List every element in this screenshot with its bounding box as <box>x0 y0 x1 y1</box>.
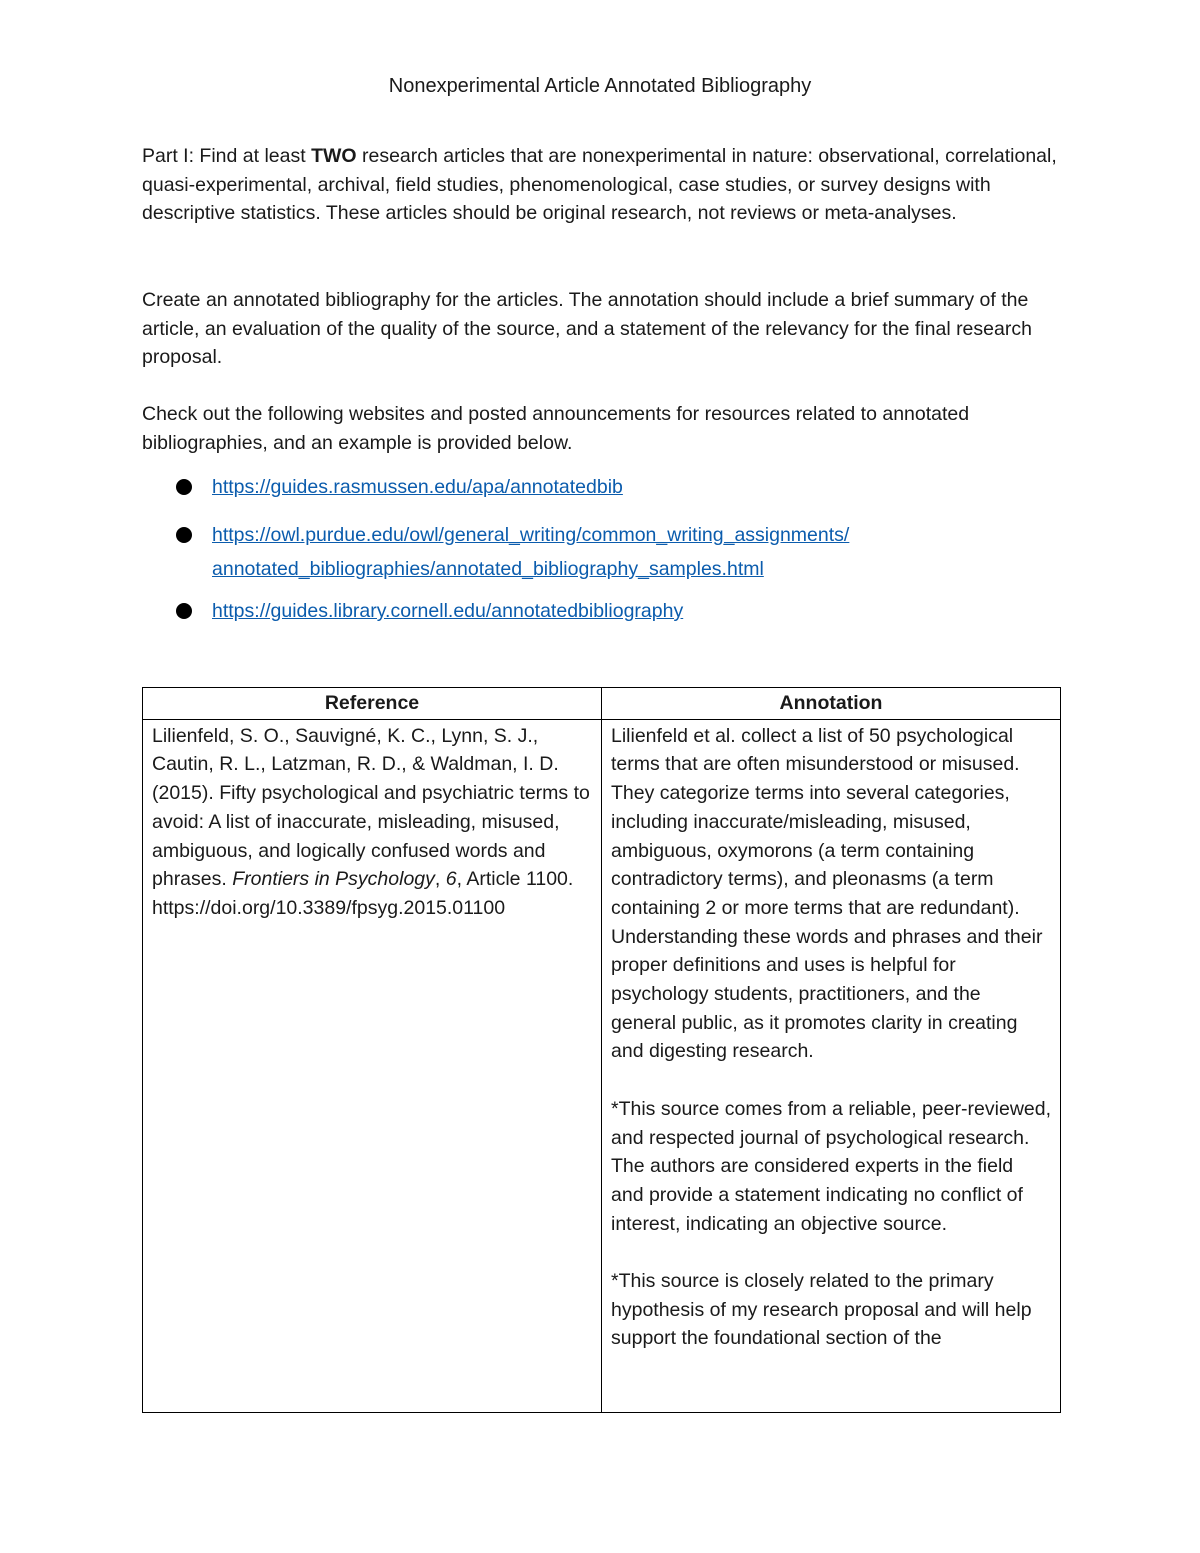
list-item <box>142 594 1062 628</box>
link-purdue-owl-line2: annotated_bibliographies/annotated_bibliography_samples.html <box>212 558 764 580</box>
annotation-summary: Lilienfeld et al. collect a list of 50 psychological terms that are often misunderstood or misused. They categorize terms into several categories, including inaccurate/misleading, misused, ambiguous, oxymorons (a term containing contradictory terms), and pleonasms (a term containing 2 or more terms that are redundant). Understanding these words and phrases and their proper definitions and uses is helpful for psychology students, practitioners, and the general public, as it promotes clarity in creating and digesting research. <box>611 724 1043 1063</box>
bullet-icon <box>176 603 192 619</box>
resources-intro: Check out the following websites and posted announcements for resources related to annotated bibliographies, and an example is provided below. <box>142 403 970 454</box>
annotation-relevance: *This source is closely related to the primary hypothesis of my research proposal and will help support the foundational section of the <box>611 1270 1032 1350</box>
bullet-icon <box>176 527 192 543</box>
annotation-evaluation: *This source comes from a reliable, peer-reviewed, and respected journal of psychological research. The authors are considered experts in the field and provide a statement indicating no conflict of interest, indicating an objective source. <box>611 1097 1052 1235</box>
part1-emphasis: TWO <box>311 145 357 167</box>
reference-article: , Article 1100. <box>456 868 574 891</box>
reference-authors: Lilienfeld, S. O., Sauvigné, K. C., Lynn, S. J., Cautin, R. L., Latzman, R. D., & Waldman, I. D. (2015). Fifty psychological and psychiatric terms to avoid: A list of inaccurate, misleading, misused, ambiguous, and logically confused words and phrases. <box>152 724 590 891</box>
table-row <box>143 719 1061 1412</box>
reference-doi: https://doi.org/10.3389/fpsyg.2015.01100 <box>152 896 506 919</box>
link-cornell[interactable]: https://guides.library.cornell.edu/annotatedbibliography <box>212 600 684 622</box>
reference-cell <box>143 719 602 1412</box>
header-annotation: Annotation <box>602 688 1061 720</box>
part1-lead: Part I: Find at least <box>142 145 312 167</box>
link-purdue-owl[interactable] <box>212 524 849 580</box>
bullet-icon <box>176 479 192 495</box>
part1-instructions <box>142 142 1072 228</box>
table-header-row <box>143 688 1061 720</box>
resource-links-list <box>142 470 1062 628</box>
document-title: Nonexperimental Article Annotated Bibliography <box>388 75 812 97</box>
annotation-cell <box>602 719 1061 1412</box>
reference-journal: Frontiers in Psychology <box>232 868 435 891</box>
annotation-instructions: Create an annotated bibliography for the articles. The annotation should include a brief summary of the article, an evaluation of the quality of the source, and a statement of the relevancy for the final research proposal. <box>142 289 1032 369</box>
reference-volume: 6 <box>445 868 457 891</box>
bibliography-table <box>142 687 1061 1413</box>
part1-rest: research articles that are nonexperimental in nature: observational, correlational, quasi-experimental, archival, field studies, phenomenological, case studies, or survey designs with descriptive statistics. These articles should be original research, not reviews or meta-analyses. <box>142 145 1057 225</box>
reference-sep: , <box>434 868 446 891</box>
link-rasmussen[interactable]: https://guides.rasmussen.edu/apa/annotatedbib <box>212 476 623 498</box>
header-reference: Reference <box>143 688 602 720</box>
list-item <box>142 518 1062 586</box>
list-item <box>142 470 1062 504</box>
link-purdue-owl-line1: https://owl.purdue.edu/owl/general_writing/common_writing_assignments/ <box>212 524 850 546</box>
